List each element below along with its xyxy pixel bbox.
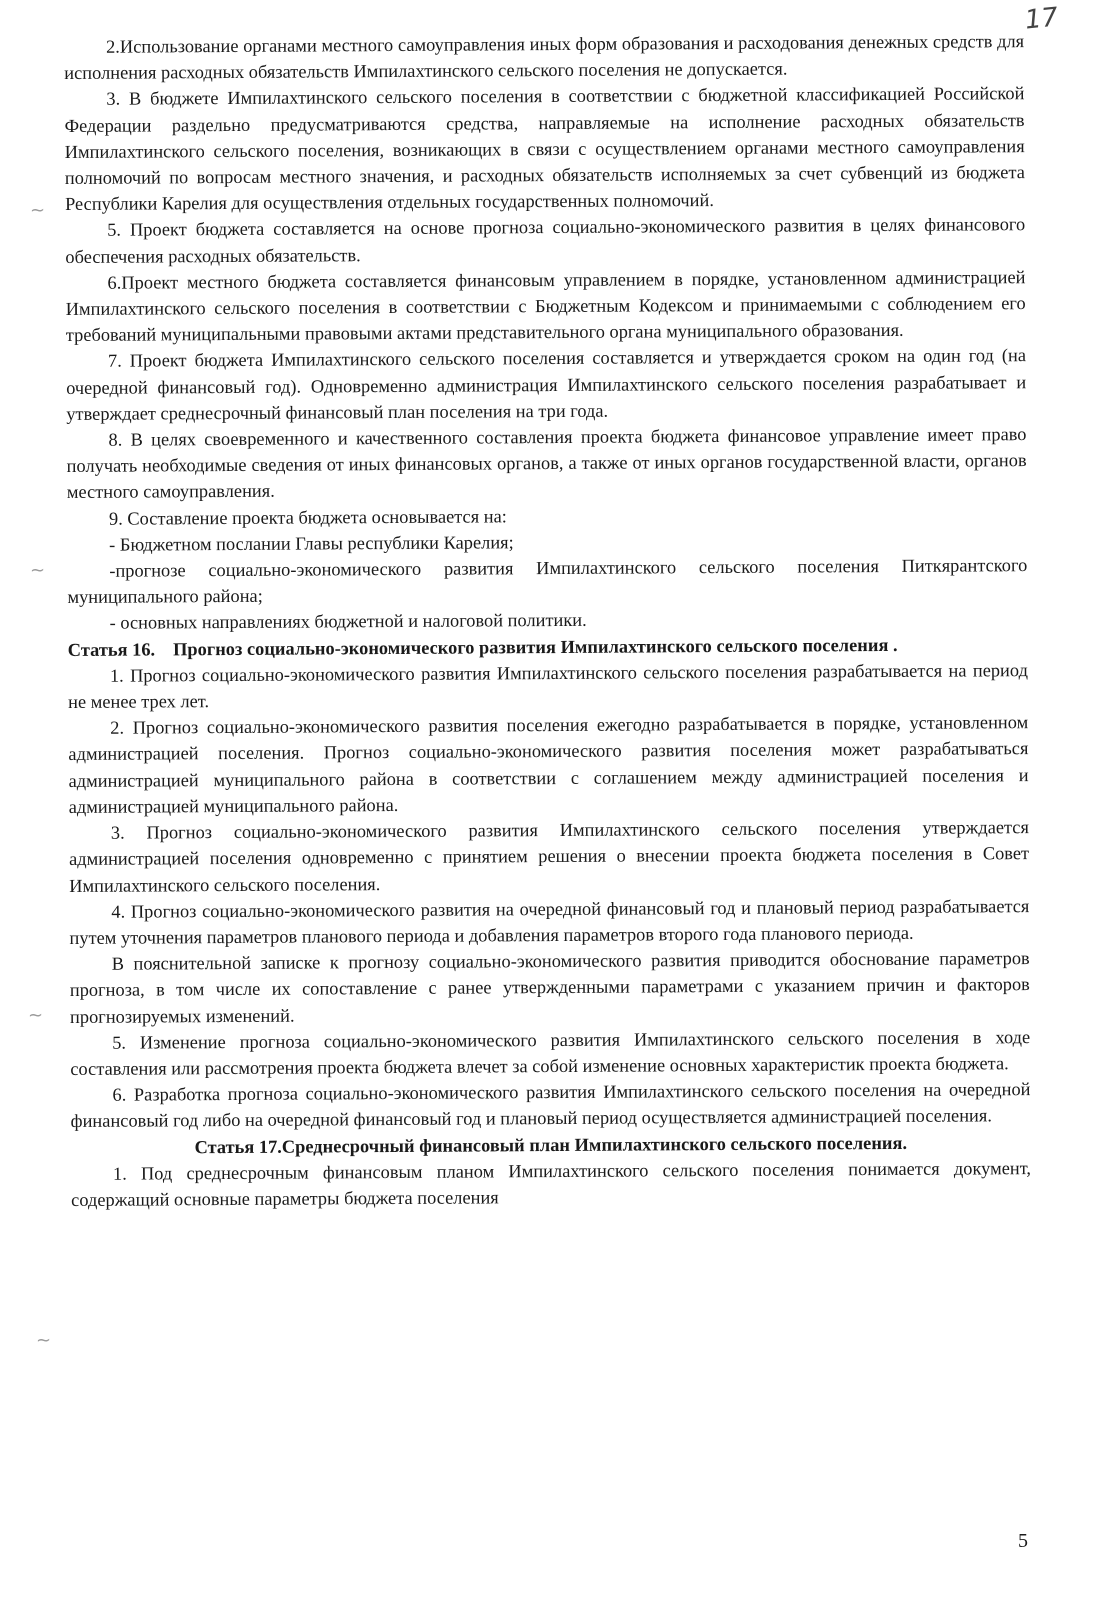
paragraph: В пояснительной записке к прогнозу социально-экономического развития приводится обоснование параметров прогноза, в том числе их сопоставление с ранее утвержденными параметрами с указанием причин и факторов прогнозируемых изменений. <box>69 948 1030 1027</box>
page-number: 5 <box>1018 1530 1028 1552</box>
paragraph: 4. Прогноз социально-экономического развития на очередной финансовый год и плановый период разрабатывается путем уточнения параметров планового периода и добавления параметров второго года планового периода. <box>69 895 1030 948</box>
paragraph: 8. В целях своевременного и качественного составления проекта бюджета финансовое управление имеет право получать необходимые сведения от иных финансовых органов, а также от иных органов государственной власти, органов местного самоуправления. <box>66 424 1027 503</box>
paragraph: 1. Прогноз социально-экономического развития Импилахтинского сельского поселения разрабатывается на период не менее трех лет. <box>68 659 1028 713</box>
scan-speck-icon: ~ <box>30 200 46 221</box>
article-16-label: Статья 16. <box>67 639 156 660</box>
paragraph: 6.Проект местного бюджета составляется финансовым управлением в порядке, установленном администрацией Импилахтинского сельского поселения в соответствии с Бюджетным Кодексом и принимаемыми с соблюдением его требований муниципальными правовыми актами представительного органа муниципального образования. <box>65 266 1026 346</box>
paragraph: 6. Разработка прогноза социально-экономического развития Импилахтинского сельского поселения на очередной финансовый год либо на очередной финансовый год и плановый период осуществляется администрацией поселения. <box>70 1079 1031 1132</box>
list-item: - Бюджетном послании Главы республики Карелия; <box>109 532 514 555</box>
list-item: -прогнозе социально-экономического развития Импилахтинского сельского поселения Питкярантского муниципального района; <box>67 555 1028 608</box>
scan-speck-icon: ~ <box>30 560 46 581</box>
paragraph: 3. Прогноз социально-экономического развития Импилахтинского сельского поселения утверждается администрацией поселения одновременно с принятием решения о внесении проекта бюджета поселения в Совет Импилахтинского сельского поселения. <box>68 817 1030 896</box>
list-item: - основных направлениях бюджетной и налоговой политики. <box>109 610 587 634</box>
paragraph: 3. В бюджете Импилахтинского сельского поселения в соответствии с бюджетной классификацией Российской Федерации раздельно предусматриваются средства, направляемые на исполнение расходных обязательств Импилахтинского сельского поселения, возникающих в связи с осуществлением органами местного самоуправления полномочий по вопросам местного значения, и расходных обязательств исполняемых за счет субвенций из бюджета Республики Карелия для осуществления отдельных государственных полномочий. <box>64 83 1025 215</box>
paragraph: 2.Использование органами местного самоуправления иных форм образования и расходования денежных средств для исполнения расходных обязательств Импилахтинского сельского поселения не допускается. <box>64 31 1025 84</box>
paragraph: 2. Прогноз социально-экономического развития поселения ежегодно разрабатывается в порядке, установленном администрацией поселения. Прогноз социально-экономического развития поселения может разрабатываться администрацией муниципального района в соответствии с соглашением между администрацией поселения и администрацией муниципального района. <box>68 712 1029 817</box>
handwritten-page-mark: 17 <box>1023 2 1060 36</box>
article-16-title: Прогноз социально-экономического развития Импилахтинского сельского поселения . <box>173 634 898 660</box>
scan-speck-icon: ~ <box>36 1330 52 1351</box>
paragraph: 1. Под среднесрочным финансовым планом Импилахтинского сельского поселения понимается документ, содержащий основные параметры бюджета поселения <box>71 1157 1032 1210</box>
article-17-heading: Статья 17.Среднесрочный финансовый план Импилахтинского сельского поселения. <box>194 1132 908 1157</box>
paragraph: 7. Проект бюджета Импилахтинского сельского поселения составляется и утверждается сроком на один год (на очередной финансовый год). Одновременно администрация Импилахтинского сельского поселения разрабатывает и утверждает среднесрочный финансовый план поселения на три года. <box>66 345 1027 424</box>
paragraph: 9. Составление проекта бюджета основывается на: <box>108 505 507 529</box>
paragraph: 5. Изменение прогноза социально-экономического развития Импилахтинского сельского поселения в ходе составления или рассмотрения проекта бюджета влечет за собой изменение основных характеристик проекта бюджета. <box>70 1026 1031 1079</box>
scan-speck-icon: ~ <box>28 1005 44 1026</box>
document-body <box>64 28 1031 1213</box>
paragraph: 5. Проект бюджета составляется на основе прогноза социально-экономического развития в целях финансового обеспечения расходных обязательств. <box>65 214 1026 267</box>
